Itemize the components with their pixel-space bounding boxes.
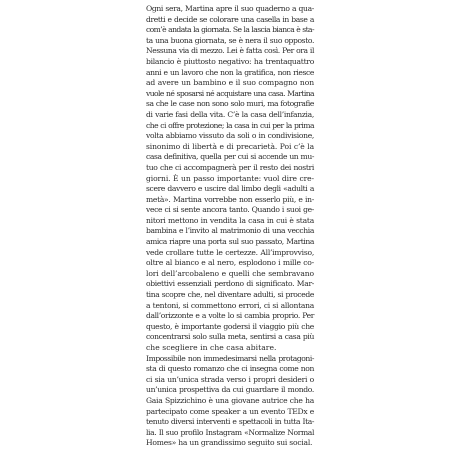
- text-line: lia. Il suo profilo Instagram «Normalize Normal: [146, 427, 314, 437]
- text-line: sinonimo di libertà e di precarietà. Poi c’è la: [146, 141, 314, 151]
- text-line: a tentoni, si commettono errori, ci si allontana: [146, 300, 314, 310]
- text-line: Ogni sera, Martina apre il suo quaderno a qua-: [146, 4, 314, 13]
- text-line: Gaia Spizzichino è una giovane autrice che ha: [146, 395, 314, 405]
- text-line: tuo che ci accompagnerà per il resto dei nostri: [146, 162, 314, 172]
- text-line: un’unica prospettiva da cui guardare il mondo.: [146, 385, 314, 395]
- text-line: partecipato come speaker a un evento TEDx e: [146, 406, 314, 416]
- text-line: tina scopre che, nel diventare adulti, si procede: [146, 290, 314, 300]
- text-line: vuole né sposarsi né acquistare una casa. Martina: [146, 88, 314, 98]
- text-line: di varie fasi della vita. C’è la casa dell’infanzia,: [146, 109, 314, 119]
- text-line: obiettivi essenziali perdono di significato. Mar-: [146, 279, 314, 289]
- text-line: casa definitiva, quella per cui si accende un mu-: [146, 152, 314, 162]
- text-line: giorni. È un passo importante: vuol dire cre-: [146, 173, 314, 183]
- text-line: bambina e l’invito al matrimonio di una vecchia: [146, 226, 314, 236]
- text-line: metà». Martina vorrebbe non esserlo più, e in-: [146, 194, 314, 204]
- text-line: dretti e decide se colorare una casella in base a: [146, 14, 314, 24]
- text-line: amica riapre una porta sul suo passato, Martina: [146, 237, 314, 247]
- text-line: sa che le case non sono solo muri, ma fotografie: [146, 99, 314, 109]
- text-line: volta abbiamo vissuto da soli o in condivisione,: [146, 131, 314, 141]
- text-line: sta di questo romanzo che ci insegna come non: [146, 364, 314, 374]
- text-line: anni e un lavoro che non la gratifica, non riesce: [146, 67, 314, 77]
- text-line: Nessuna via di mezzo. Lei è fatta così. Per ora il: [146, 46, 314, 56]
- text-line: ci sia un’unica strada verso i propri desideri o: [146, 374, 314, 384]
- text-line: oltre al bianco e al nero, esplodono i mille co-: [146, 258, 314, 268]
- text-line: nitori mettono in vendita la casa in cui è stata: [146, 215, 314, 225]
- text-line: scere davvero e uscire dal limbo degli «adulti a: [146, 184, 314, 194]
- text-line: dall’orizzonte e a volte lo si cambia proprio. Per: [146, 311, 314, 321]
- text-line: ad avere un bambino e il suo compagno non: [146, 78, 314, 88]
- text-line: Impossibile non immedesimarsi nella protagoni-: [146, 353, 314, 363]
- text-line: ta una buona giornata, se è nera il suo opposto.: [146, 35, 314, 45]
- text-line: vece ci si sente ancora tanto. Quando i suoi ge-: [146, 205, 314, 215]
- text-line: tenuto diversi interventi e spettacoli in tutta Ita-: [146, 417, 314, 427]
- text-line: lori dell’arcobaleno e quelli che sembravano: [146, 268, 314, 278]
- text-line: bilancio è piuttosto negativo: ha trentaquattro: [146, 56, 314, 66]
- text-line: che scegliere in che casa abitare.: [146, 343, 277, 352]
- text-line: com’è andata la giornata. Se la lascia bianca è sta-: [146, 25, 314, 35]
- text-line: vede crollare tutte le certezze. All’improvviso,: [146, 247, 314, 257]
- book-blurb-text: [146, 4, 314, 449]
- text-line: questo, è importante godersi il viaggio più che: [146, 321, 314, 331]
- text-line: Homes» ha un grandissimo seguito sui social.: [146, 438, 313, 448]
- text-line: che ci offre protezione; la casa in cui per la prima: [146, 120, 314, 130]
- text-line: concentrarsi solo sulla meta, sentirsi a casa più: [146, 332, 314, 342]
